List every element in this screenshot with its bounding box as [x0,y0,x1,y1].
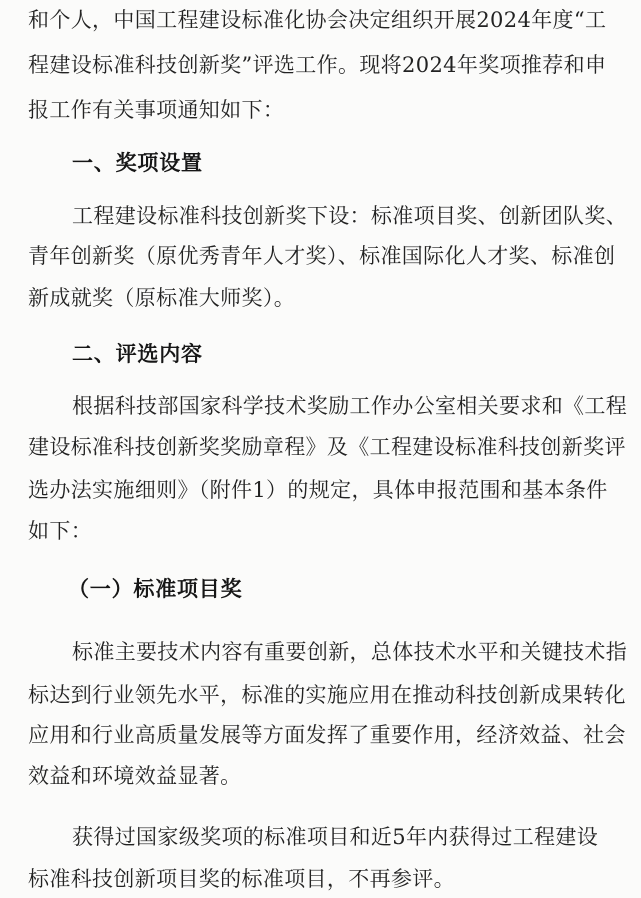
section1-line-2: 青年创新奖（原优秀青年人才奖）、标准国际化人才奖、标准创 [28,244,616,268]
section-heading-selection-content: 二、评选内容 [72,342,203,366]
section1-line-3: 新成就奖（原标准大师奖）。 [28,286,296,310]
intro-line-1: 和个人，中国工程建设标准化协会决定组织开展2024年度“工 [28,8,607,32]
subsection-heading-standard-project-award: （一）标准项目奖 [68,577,243,601]
intro-line-3: 报工作有关事项通知如下： [28,98,285,122]
subsection1-para1-line-2: 标达到行业领先水平，标准的实施应用在推动科技创新成果转化 [28,683,626,707]
section2-line-1: 根据科技部国家科学技术奖励工作办公室相关要求和《工程 [72,394,628,418]
subsection1-para1-line-1: 标准主要技术内容有重要创新，总体技术水平和关键技术指 [72,640,628,664]
section2-line-4: 如下： [28,519,93,543]
section2-line-2: 建设标准科技创新奖奖励章程》及《工程建设标准科技创新奖评 [28,435,626,459]
subsection1-para2-line-1: 获得过国家级奖项的标准项目和近5年内获得过工程建设 [72,825,599,849]
section-heading-award-settings: 一、奖项设置 [72,151,203,175]
section1-line-1: 工程建设标准科技创新奖下设：标准项目奖、创新团队奖、 [72,204,628,228]
subsection1-para2-line-2: 标准科技创新项目奖的标准项目，不再参评。 [28,867,455,891]
subsection1-para1-line-3: 应用和行业高质量发展等方面发挥了重要作用，经济效益、社会 [28,723,626,747]
section2-line-3: 选办法实施细则》（附件1）的规定，具体申报范围和基本条件 [28,478,608,502]
subsection1-para1-line-4: 效益和环境效益显著。 [28,764,242,788]
intro-line-2: 程建设标准科技创新奖”评选工作。现将2024年奖项推荐和申 [28,53,607,77]
